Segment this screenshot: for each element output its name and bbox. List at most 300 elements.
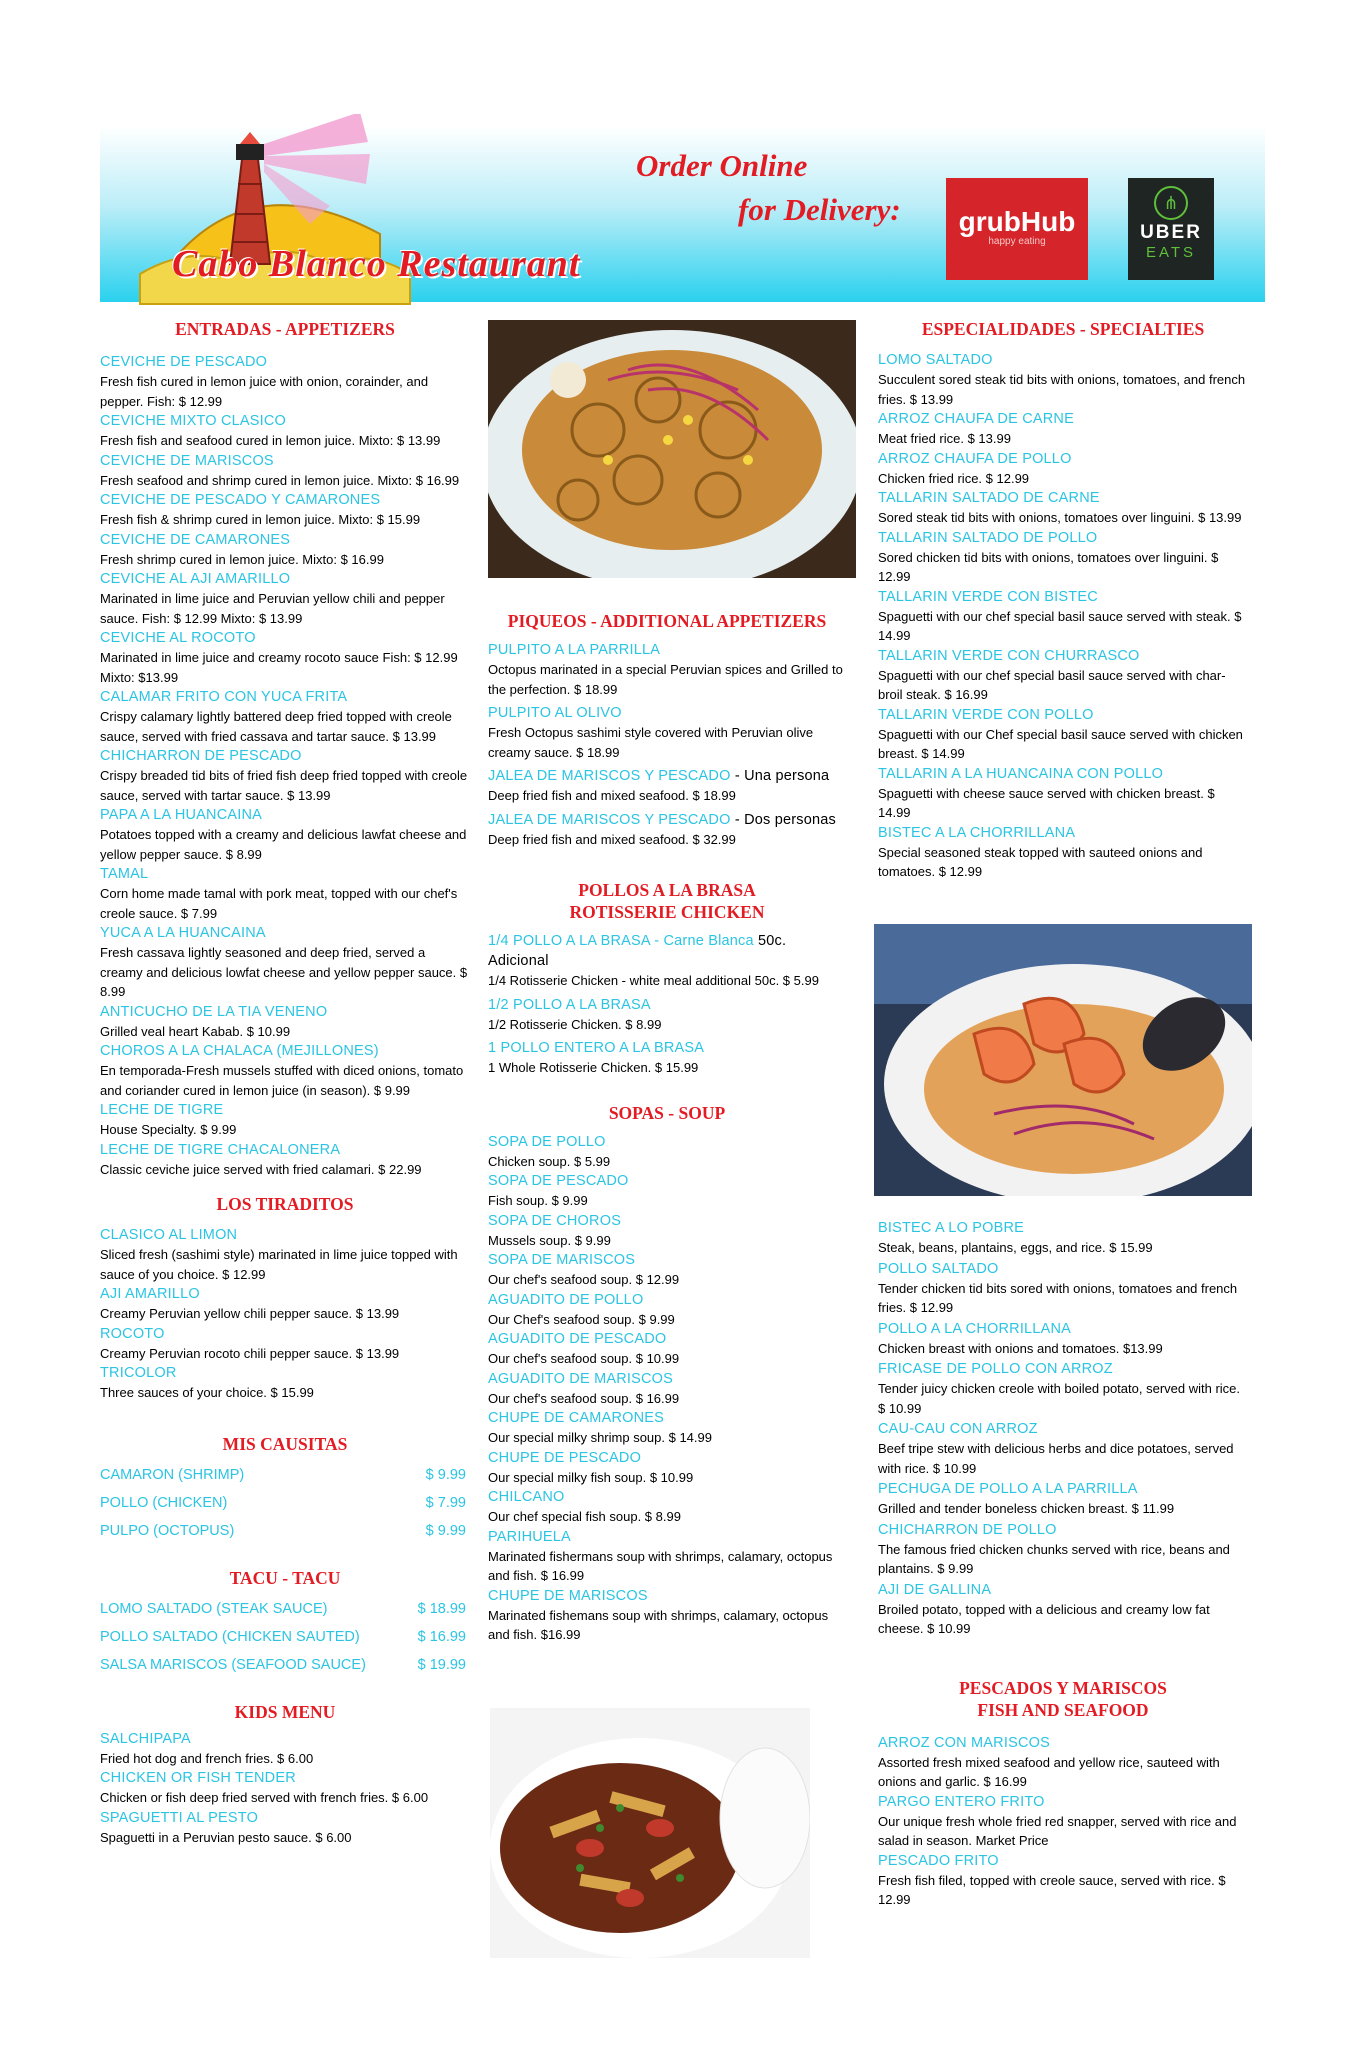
- menu-item-description: 1/4 Rotisserie Chicken - white meal additional 50c. $ 5.99: [488, 973, 819, 988]
- menu-item-name: [878, 764, 1248, 784]
- menu-item-name: [100, 1041, 470, 1061]
- menu-item-name-text: PECHUGA DE POLLO A LA PARRILLA: [878, 1481, 1138, 1497]
- menu-item-name: [488, 995, 846, 1015]
- menu-item: [100, 1768, 470, 1808]
- menu-item: [100, 1808, 470, 1848]
- menu-item-description: Marinated in lime juice and creamy rocoto sauce Fish: $ 12.99 Mixto: $13.99: [100, 650, 458, 685]
- menu-item-description: Our special milky shrimp soup. $ 14.99: [488, 1430, 712, 1445]
- menu-item-description: Fresh shrimp cured in lemon juice. Mixto: $ 16.99: [100, 551, 384, 567]
- pescados-title-1: PESCADOS Y MARISCOS: [959, 1677, 1167, 1698]
- menu-item: [100, 1284, 470, 1324]
- menu-item-name: [100, 1002, 470, 1022]
- kids-list: [100, 1729, 470, 1848]
- menu-item-name: [878, 1359, 1248, 1379]
- menu-item-description: Creamy Peruvian yellow chili pepper sauce. $ 13.99: [100, 1306, 400, 1321]
- tacu-title: TACU - TACU: [229, 1567, 341, 1588]
- menu-item-name-text: BISTEC A LO POBRE: [878, 1220, 1025, 1236]
- menu-item-name: [100, 923, 470, 943]
- menu-item-name-text: SALCHIPAPA: [100, 1730, 191, 1747]
- menu-item-name: [878, 1319, 1248, 1339]
- menu-item-description: Grilled veal heart Kabab. $ 10.99: [100, 1023, 291, 1039]
- menu-item: [100, 530, 470, 570]
- menu-item-description: Tender chicken tid bits sored with onions, tomatoes and french fries. $ 12.99: [878, 1280, 1238, 1315]
- menu-item-description: Corn home made tamal with pork meat, topped with our chef's creole sauce. $ 7.99: [100, 886, 458, 921]
- menu-item-description: Spaguetti with our chef special basil sauce served with steak. $ 14.99: [878, 608, 1242, 643]
- tiraditos-list: [100, 1225, 470, 1403]
- menu-item-description: Fish soup. $ 9.99: [488, 1193, 588, 1208]
- order-online-text: Order Online: [636, 148, 808, 183]
- menu-item-name-text: TALLARIN SALTADO DE CARNE: [878, 490, 1100, 506]
- menu-item: [878, 646, 1248, 705]
- menu-item: [100, 1324, 470, 1364]
- menu-item-name: [100, 1729, 470, 1749]
- menu-item-name-text: CHOROS A LA CHALACA (MEJILLONES): [100, 1043, 379, 1059]
- menu-item: [488, 766, 846, 806]
- menu-item: [100, 490, 470, 530]
- menu-item: [488, 1250, 846, 1290]
- price-row-price: $ 16.99: [417, 1628, 466, 1645]
- menu-item-name: [100, 569, 470, 589]
- menu-item: [878, 587, 1248, 646]
- menu-item: [488, 995, 846, 1035]
- menu-item-description: Sored steak tid bits with onions, tomatoes over linguini. $ 13.99: [878, 510, 1242, 525]
- menu-item-name: [488, 640, 846, 660]
- lighthouse-logo-icon: [130, 114, 610, 324]
- menu-item-name-text: PESCADO FRITO: [878, 1852, 999, 1869]
- grubhub-logo[interactable]: [946, 178, 1088, 280]
- menu-item: [488, 1329, 846, 1369]
- menu-item: [488, 1038, 846, 1078]
- menu-item: [878, 488, 1248, 528]
- tacu-list: [100, 1595, 470, 1679]
- menu-item-description: Potatoes topped with a creamy and delicious lawfat cheese and yellow pepper sauce. $ 8.99: [100, 827, 467, 862]
- menu-item-name: [878, 350, 1248, 370]
- menu-item-name: [878, 1218, 1248, 1238]
- menu-item: [878, 823, 1248, 882]
- restaurant-name: Cabo Blanco Restaurant: [172, 243, 581, 285]
- menu-item-name-text: BISTEC A LA CHORRILLANA: [878, 824, 1076, 841]
- menu-item-name-text: CAU-CAU CON ARROZ: [878, 1421, 1038, 1437]
- menu-item: [878, 1520, 1248, 1579]
- menu-item-description: Our chef special fish soup. $ 8.99: [488, 1509, 681, 1524]
- ubereats-logo[interactable]: [1128, 178, 1214, 280]
- menu-item-description: Three sauces of your choice. $ 15.99: [100, 1385, 314, 1400]
- menu-item-description: Spaguetti with cheese sauce served with chicken breast. $ 14.99: [878, 785, 1215, 820]
- menu-item-name: [100, 1284, 470, 1304]
- menu-item-name-text: SPAGUETTI AL PESTO: [100, 1809, 259, 1826]
- menu-item-name-text: ROCOTO: [100, 1325, 165, 1342]
- menu-item: [100, 864, 470, 923]
- sopas-title: SOPAS - SOUP: [608, 1102, 726, 1123]
- menu-item-name: [100, 1324, 470, 1344]
- uber-text: UBER: [1140, 222, 1202, 243]
- menu-item-name-text: ARROZ CON MARISCOS: [878, 1734, 1050, 1751]
- menu-item-name-text: CEVICHE DE PESCADO Y CAMARONES: [100, 492, 381, 508]
- menu-item: [100, 687, 470, 746]
- menu-item-name: [488, 1132, 846, 1152]
- menu-item-name: [878, 705, 1248, 725]
- especialidades-list: [878, 350, 1248, 882]
- menu-item-description: 1 Whole Rotisserie Chicken. $ 15.99: [488, 1060, 699, 1075]
- entradas-title: ENTRADAS - APPETIZERS: [175, 319, 395, 339]
- menu-item-name: [488, 1290, 846, 1310]
- menu-item: [488, 1448, 846, 1488]
- menu-item-name-text: CHILCANO: [488, 1489, 565, 1505]
- menu-item-name: [878, 528, 1248, 548]
- menu-item-name: [100, 687, 470, 707]
- menu-item-name: [100, 1768, 470, 1788]
- menu-item: [100, 1363, 470, 1403]
- pescados-list: [878, 1733, 1248, 1910]
- menu-item-name: [488, 1038, 846, 1058]
- menu-item-name-text: TALLARIN A LA HUANCAINA CON POLLO: [878, 765, 1164, 782]
- menu-item-name-text: SOPA DE MARISCOS: [488, 1252, 636, 1268]
- menu-item-name-text: POLLO A LA CHORRILLANA: [878, 1320, 1071, 1337]
- menu-item: [878, 764, 1248, 823]
- menu-item-name-text: AJI DE GALLINA: [878, 1581, 992, 1598]
- menu-item-name: [488, 1211, 846, 1231]
- menu-item-description: Spaguetti in a Peruvian pesto sauce. $ 6.00: [100, 1829, 352, 1845]
- causitas-title: MIS CAUSITAS: [222, 1433, 348, 1454]
- menu-item: [488, 703, 846, 762]
- menu-item-name-text: CEVICHE DE MARISCOS: [100, 452, 274, 469]
- menu-item: [488, 1171, 846, 1211]
- menu-item-description: Meat fried rice. $ 13.99: [878, 431, 1011, 446]
- menu-item: [100, 746, 470, 805]
- menu-item-description: Succulent sored steak tid bits with onions, tomatoes, and french fries. $ 13.99: [878, 372, 1246, 407]
- menu-item: [878, 1319, 1248, 1359]
- column-left: [100, 318, 470, 1847]
- menu-item: [878, 1419, 1248, 1478]
- menu-item-description: Our chef's seafood soup. $ 12.99: [488, 1272, 680, 1287]
- menu-item-name: [878, 587, 1248, 607]
- menu-item: [100, 411, 470, 451]
- menu-item-name-text: SOPA DE POLLO: [488, 1133, 606, 1150]
- menu-item: [100, 1225, 470, 1284]
- menu-item-note: 50c. Adicional: [488, 933, 787, 969]
- menu-item-description: Chicken breast with onions and tomatoes. $13.99: [878, 1340, 1163, 1356]
- price-row-price: $ 19.99: [417, 1656, 466, 1673]
- menu-item-description: Assorted fresh mixed seafood and yellow rice, sauteed with onions and garlic. $ 16.99: [878, 1754, 1220, 1789]
- menu-item-description: Spaguetti with our Chef special basil sauce served with chicken breast. $ 14.99: [878, 726, 1243, 761]
- menu-item-name-text: PULPITO AL OLIVO: [488, 705, 622, 721]
- menu-item-description: Chicken or fish deep fried served with french fries. $ 6.00: [100, 1790, 429, 1805]
- menu-item: [488, 810, 846, 850]
- price-row-name: POLLO SALTADO (CHICKEN SAUTED): [100, 1628, 360, 1645]
- pescados-title-2: FISH AND SEAFOOD: [977, 1699, 1149, 1720]
- menu-item-name-text: 1/4 POLLO A LA BRASA - Carne Blanca: [488, 933, 754, 949]
- menu-item: [100, 923, 470, 1002]
- fork-icon: ⋔: [1154, 186, 1188, 220]
- menu-item-name-text: SOPA DE CHOROS: [488, 1212, 622, 1229]
- menu-item: [878, 1733, 1248, 1792]
- menu-item: [488, 1369, 846, 1409]
- menu-item-name: [100, 1808, 470, 1828]
- menu-item-description: Fresh fish cured in lemon juice with onion, corainder, and pepper. Fish: $ 12.99: [100, 374, 429, 409]
- grubhub-name: grubHub: [958, 206, 1076, 237]
- menu-item-name: [100, 352, 470, 372]
- menu-item: [488, 1211, 846, 1251]
- grubhub-tagline: happy eating: [988, 236, 1046, 247]
- menu-item-name: [488, 703, 846, 723]
- shrimp-seafood-photo: [874, 924, 1252, 1196]
- menu-item-name-text: CHUPE DE PESCADO: [488, 1449, 642, 1466]
- menu-item-name: [878, 409, 1248, 429]
- menu-item-name-text: CHUPE DE MARISCOS: [488, 1587, 648, 1604]
- menu-item: [100, 1140, 470, 1180]
- menu-item-name: [878, 1580, 1248, 1600]
- menu-item-name: [100, 805, 470, 825]
- menu-item-description: Fresh Octopus sashimi style covered with Peruvian olive creamy sauce. $ 18.99: [488, 725, 814, 760]
- menu-item-name: [100, 1140, 470, 1160]
- menu-item: [488, 1132, 846, 1172]
- menu-item: [100, 352, 470, 411]
- column-right: [878, 318, 1248, 882]
- menu-item: [488, 1586, 846, 1645]
- menu-item-name: [100, 1363, 470, 1383]
- menu-item: [878, 528, 1248, 587]
- menu-item-name: [100, 746, 470, 766]
- menu-item-name-text: AGUADITO DE PESCADO: [488, 1331, 667, 1347]
- menu-item: [878, 409, 1248, 449]
- menu-item-name-text: CHUPE DE CAMARONES: [488, 1410, 665, 1426]
- menu-item-name-text: TALLARIN VERDE CON BISTEC: [878, 588, 1098, 605]
- menu-item-description: Marinated fishemans soup with shrimps, calamary, octopus and fish. $16.99: [488, 1607, 829, 1642]
- menu-item-name: [488, 1369, 846, 1389]
- menu-item-name-text: CEVICHE DE PESCADO: [100, 354, 268, 370]
- menu-item-name: [488, 1527, 846, 1547]
- price-row-name: SALSA MARISCOS (SEAFOOD SAUCE): [100, 1656, 366, 1673]
- price-row-price: $ 9.99: [425, 1522, 466, 1539]
- menu-item: [878, 1359, 1248, 1418]
- menu-item-note: - Dos personas: [730, 811, 836, 828]
- menu-item-description: Steak, beans, plantains, eggs, and rice. $ 15.99: [878, 1240, 1153, 1255]
- price-row-price: $ 7.99: [425, 1494, 466, 1511]
- menu-item-name: [488, 1448, 846, 1468]
- menu-item-description: Octopus marinated in a special Peruvian spices and Grilled to the perfection. $ 18.99: [488, 662, 843, 697]
- menu-item-name: [488, 1250, 846, 1270]
- menu-item-name: [100, 490, 470, 510]
- menu-item-description: Our Chef's seafood soup. $ 9.99: [488, 1311, 675, 1327]
- menu-item: [878, 1792, 1248, 1851]
- menu-item-name: [100, 451, 470, 471]
- menu-item-name: [100, 628, 470, 648]
- menu-item-name-text: PAPA A LA HUANCAINA: [100, 807, 263, 823]
- menu-item: [878, 1218, 1248, 1258]
- price-row: [100, 1461, 470, 1489]
- menu-item-name-text: AJI AMARILLO: [100, 1286, 200, 1302]
- menu-item-name-text: PARIHUELA: [488, 1528, 571, 1545]
- price-row-name: LOMO SALTADO (STEAK SAUCE): [100, 1600, 328, 1617]
- for-delivery-text: for Delivery:: [738, 192, 901, 227]
- kids-title: KIDS MENU: [234, 1701, 336, 1722]
- menu-item-name: [878, 1520, 1248, 1540]
- calamari-ceviche-photo: [488, 320, 856, 578]
- menu-item-name-text: FRICASE DE POLLO CON ARROZ: [878, 1361, 1113, 1377]
- menu-item-name: [100, 1100, 470, 1120]
- menu-item-description: Crispy breaded tid bits of fried fish deep fried topped with creole sauce, served with tartar sauce. $ 13.99: [100, 768, 468, 803]
- menu-item: [100, 1041, 470, 1100]
- menu-item: [100, 805, 470, 864]
- menu-item-name: [878, 823, 1248, 843]
- menu-item-name: [488, 1586, 846, 1606]
- menu-item-name: [878, 1479, 1248, 1499]
- price-row-price: $ 18.99: [417, 1600, 466, 1617]
- restaurant-logo: [130, 114, 610, 324]
- menu-item-description: Crispy calamary lightly battered deep fried topped with creole sauce, served with fried cassava and tartar sauce. $ 13.99: [100, 709, 452, 744]
- menu-item-name-text: LECHE DE TIGRE: [100, 1102, 224, 1118]
- menu-item: [878, 1851, 1248, 1910]
- menu-item-name: [878, 646, 1248, 666]
- piqueos-list: [488, 640, 846, 849]
- menu-item-name-text: PULPITO A LA PARRILLA: [488, 642, 661, 658]
- menu-item-description: Fresh fish and seafood cured in lemon juice. Mixto: $ 13.99: [100, 433, 441, 448]
- menu-item-name: [488, 766, 846, 786]
- menu-item-name-text: POLLO SALTADO: [878, 1260, 999, 1277]
- menu-item: [878, 705, 1248, 764]
- menu-item-name-text: CEVICHE DE CAMARONES: [100, 531, 291, 548]
- menu-item-description: Special seasoned steak topped with sauteed onions and tomatoes. $ 12.99: [878, 844, 1203, 879]
- price-row: [100, 1623, 470, 1651]
- lomo-saltado-photo: [490, 1708, 810, 1958]
- menu-item-name-text: TALLARIN VERDE CON CHURRASCO: [878, 647, 1140, 664]
- menu-item-description: Fresh fish & shrimp cured in lemon juice. Mixto: $ 15.99: [100, 512, 421, 527]
- price-row: [100, 1595, 470, 1623]
- menu-item: [488, 1408, 846, 1448]
- sopas-list: [488, 1132, 846, 1645]
- menu-item: [488, 1487, 846, 1527]
- menu-item-description: House Specialty. $ 9.99: [100, 1122, 237, 1137]
- menu-item-name-text: CHICKEN OR FISH TENDER: [100, 1770, 296, 1786]
- price-row-name: CAMARON (SHRIMP): [100, 1466, 245, 1483]
- menu-item-name: [488, 1171, 846, 1191]
- price-row: [100, 1517, 470, 1545]
- piqueos-title: PIQUEOS - ADDITIONAL APPETIZERS: [507, 611, 827, 631]
- menu-item-description: The famous fried chicken chunks served with rice, beans and plantains. $ 9.99: [878, 1541, 1230, 1576]
- menu-item: [488, 931, 846, 991]
- menu-item-name: [878, 1259, 1248, 1279]
- menu-item-name: [488, 1408, 846, 1428]
- menu-item-name-text: CLASICO AL LIMON: [100, 1227, 238, 1243]
- column-right-lower: [878, 1218, 1248, 1910]
- menu-item-name: [488, 1487, 846, 1507]
- menu-item: [878, 1580, 1248, 1639]
- menu-item-name-text: 1/2 POLLO A LA BRASA: [488, 996, 651, 1013]
- menu-item-description: Our chef's seafood soup. $ 16.99: [488, 1390, 680, 1406]
- menu-item-name-text: PARGO ENTERO FRITO: [878, 1793, 1045, 1810]
- menu-item-name-text: TALLARIN SALTADO DE POLLO: [878, 529, 1098, 546]
- menu-item: [488, 1527, 846, 1586]
- menu-item: [878, 350, 1248, 409]
- menu-item-name-text: AGUADITO DE MARISCOS: [488, 1370, 674, 1387]
- menu-item-name: [100, 864, 470, 884]
- price-row-name: PULPO (OCTOPUS): [100, 1522, 235, 1539]
- menu-item-name: [100, 530, 470, 550]
- menu-item-description: Chicken soup. $ 5.99: [488, 1153, 611, 1169]
- menu-item: [488, 640, 846, 699]
- menu-item-name: [488, 810, 846, 830]
- menu-item: [100, 1729, 470, 1769]
- menu-item-description: Classic ceviche juice served with fried calamari. $ 22.99: [100, 1161, 422, 1177]
- menu-item-description: Fresh fish filed, topped with creole sauce, served with rice. $ 12.99: [878, 1872, 1226, 1907]
- menu-item-name-text: ARROZ CHAUFA DE POLLO: [878, 450, 1072, 467]
- menu-item-description: Mussels soup. $ 9.99: [488, 1232, 611, 1248]
- menu-item: [878, 1479, 1248, 1519]
- especialidades-list-2: [878, 1218, 1248, 1639]
- menu-item-name-text: JALEA DE MARISCOS Y PESCADO: [488, 768, 731, 784]
- menu-item-name-text: CEVICHE MIXTO CLASICO: [100, 413, 287, 429]
- column-middle: [488, 610, 846, 1645]
- menu-item-name-text: LECHE DE TIGRE CHACALONERA: [100, 1141, 341, 1158]
- menu-item-description: Sored chicken tid bits with onions, tomatoes over linguini. $ 12.99: [878, 549, 1219, 584]
- menu-item-name-text: CALAMAR FRITO CON YUCA FRITA: [100, 689, 348, 705]
- menu-item-name-text: TRICOLOR: [100, 1365, 177, 1381]
- menu-item-name: [488, 931, 846, 971]
- menu-item-description: Broiled potato, topped with a delicious and creamy low fat cheese. $ 10.99: [878, 1601, 1210, 1636]
- header-banner: [100, 126, 1265, 302]
- menu-item: [100, 1100, 470, 1140]
- menu-item-description: En temporada-Fresh mussels stuffed with diced onions, tomato and coriander cured in lemon juice (in season). $ 9.99: [100, 1063, 464, 1098]
- menu-item: [100, 451, 470, 491]
- menu-item-description: Our chef's seafood soup. $ 10.99: [488, 1351, 680, 1366]
- menu-item-name-text: TAMAL: [100, 866, 149, 882]
- menu-item-description: Sliced fresh (sashimi style) marinated in lime juice topped with sauce of you choice. $ 12.99: [100, 1247, 458, 1282]
- menu-item: [100, 569, 470, 628]
- menu-item-name: [878, 1733, 1248, 1753]
- menu-item-description: Marinated fishermans soup with shrimps, calamary, octopus and fish. $ 16.99: [488, 1548, 833, 1583]
- menu-item-name-text: TALLARIN VERDE CON POLLO: [878, 706, 1094, 723]
- menu-item-name: [100, 411, 470, 431]
- price-row-price: $ 9.99: [425, 1466, 466, 1483]
- especialidades-title: ESPECIALIDADES - SPECIALTIES: [921, 319, 1205, 339]
- menu-item-name-text: CHICHARRON DE PESCADO: [100, 748, 302, 764]
- menu-item-description: Tender juicy chicken creole with boiled potato, served with rice. $ 10.99: [878, 1381, 1241, 1416]
- menu-item-description: Fresh seafood and shrimp cured in lemon juice. Mixto: $ 16.99: [100, 472, 460, 488]
- menu-item-name-text: CEVICHE AL ROCOTO: [100, 630, 256, 646]
- menu-item-description: Marinated in lime juice and Peruvian yellow chili and pepper sauce. Fish: $ 12.99 Mixto: $ 13.99: [100, 591, 445, 626]
- menu-item-name: [100, 1225, 470, 1245]
- menu-item-name-text: SOPA DE PESCADO: [488, 1173, 629, 1189]
- menu-item-description: Deep fried fish and mixed seafood. $ 32.99: [488, 831, 736, 847]
- menu-item: [100, 628, 470, 687]
- menu-item: [878, 1259, 1248, 1318]
- menu-item-name-text: ARROZ CHAUFA DE CARNE: [878, 411, 1074, 427]
- menu-item-name-text: ANTICUCHO DE LA TIA VENENO: [100, 1003, 328, 1020]
- menu-item-name-text: 1 POLLO ENTERO A LA BRASA: [488, 1040, 705, 1056]
- pollos-title-2: ROTISSERIE CHICKEN: [569, 902, 765, 922]
- menu-item-description: Deep fried fish and mixed seafood. $ 18.99: [488, 788, 736, 803]
- menu-item-description: Our unique fresh whole fried red snapper, served with rice and salad in season. Market Price: [878, 1813, 1237, 1848]
- entradas-list: [100, 352, 470, 1179]
- tiraditos-title: LOS TIRADITOS: [216, 1194, 354, 1214]
- menu-item-description: Our special milky fish soup. $ 10.99: [488, 1469, 694, 1485]
- pollos-list: [488, 931, 846, 1078]
- menu-item-description: Grilled and tender boneless chicken breast. $ 11.99: [878, 1501, 1175, 1516]
- menu-item-description: Spaguetti with our chef special basil sauce served with char-broil steak. $ 16.99: [878, 667, 1226, 702]
- price-row: [100, 1651, 470, 1679]
- menu-item-name: [878, 1851, 1248, 1871]
- menu-item-name: [878, 449, 1248, 469]
- menu-item-name-text: CHICHARRON DE POLLO: [878, 1521, 1057, 1538]
- menu-item-name-text: YUCA A LA HUANCAINA: [100, 925, 266, 941]
- menu-item-name-text: AGUADITO DE POLLO: [488, 1291, 644, 1308]
- causitas-list: [100, 1461, 470, 1545]
- menu-item-name: [488, 1329, 846, 1349]
- menu-item-description: Fried hot dog and french fries. $ 6.00: [100, 1750, 314, 1766]
- menu-item-description: Chicken fried rice. $ 12.99: [878, 470, 1030, 486]
- menu-item-name: [878, 1419, 1248, 1439]
- menu-item: [100, 1002, 470, 1042]
